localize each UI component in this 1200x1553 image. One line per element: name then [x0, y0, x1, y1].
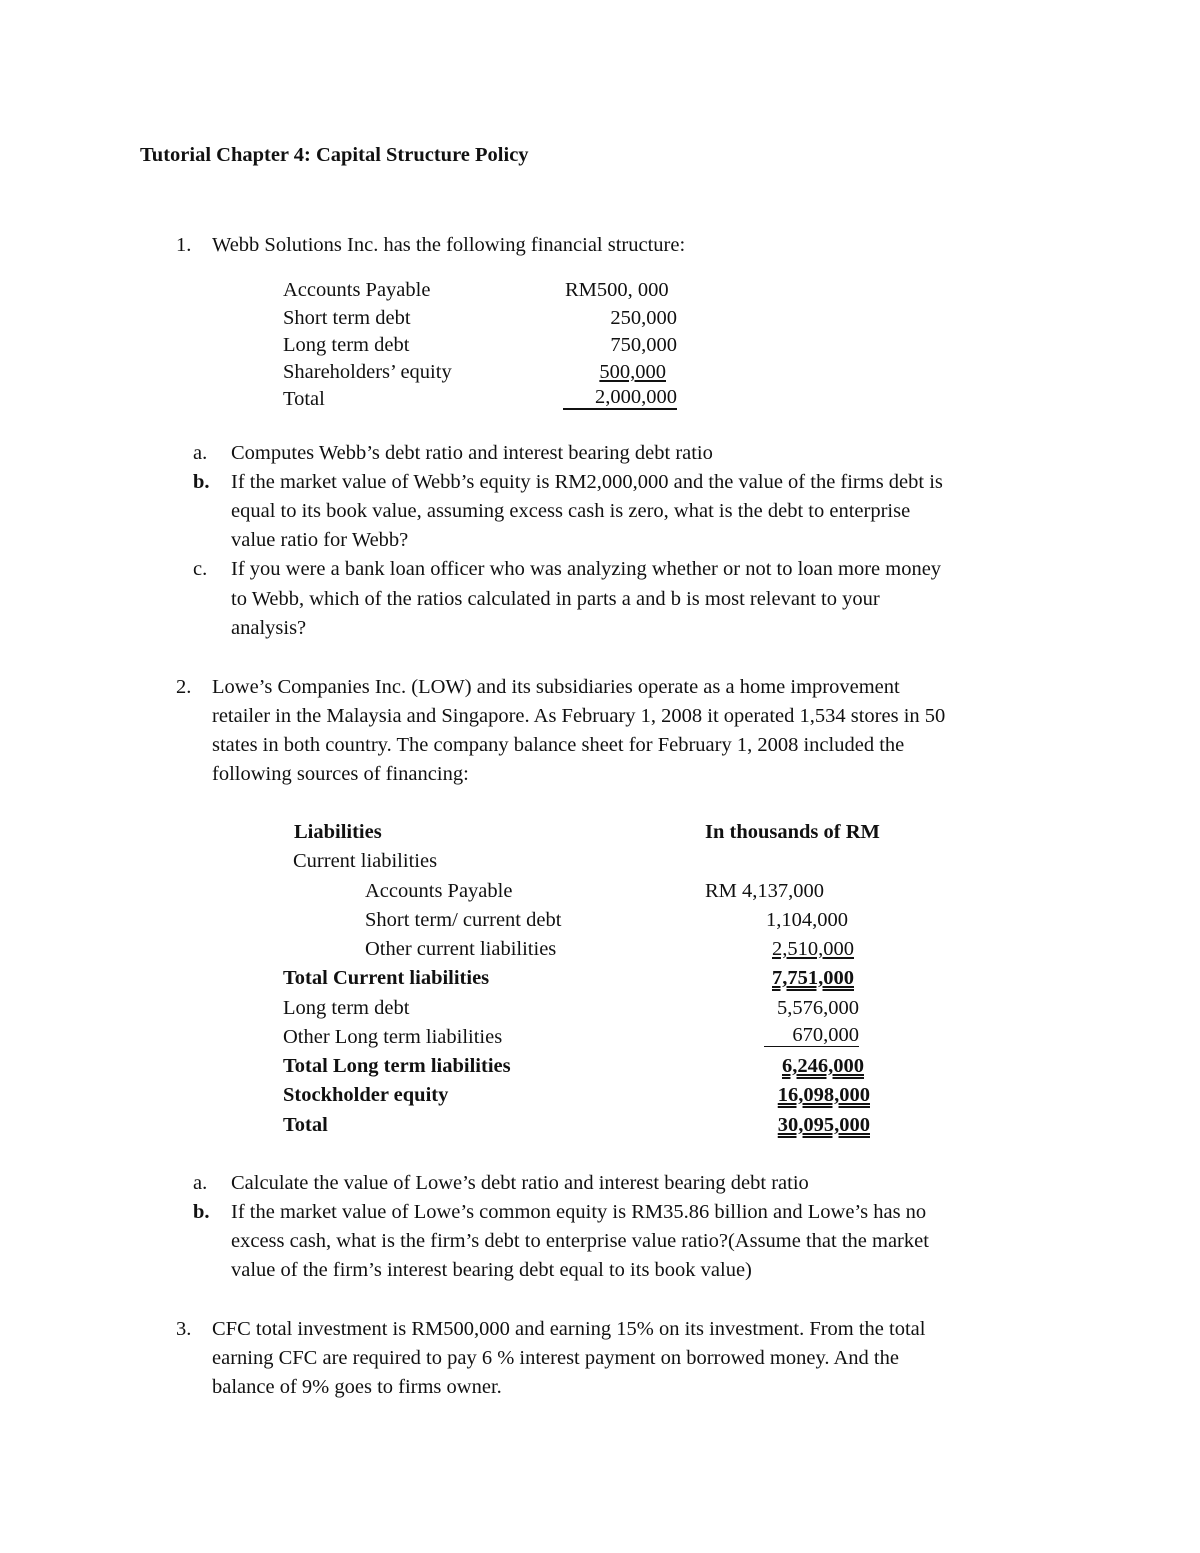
table-label: Shareholders’ equity	[283, 361, 452, 383]
table-label: Long term debt	[283, 997, 410, 1019]
table-value: 250,000	[610, 307, 677, 329]
part-text: If the market value of Webb’s equity is RM2,000,000 and the value of the firms debt is	[231, 471, 943, 493]
table-value: RM 4,137,000	[705, 880, 825, 902]
part-text: analysis?	[231, 617, 307, 639]
question-text: following sources of financing:	[212, 763, 469, 785]
table-value: 1,104,000	[766, 909, 848, 931]
table-label: Total	[283, 388, 325, 410]
table-label: Short term/ current debt	[365, 909, 562, 931]
part-text: If the market value of Lowe’s common equity is RM35.86 billion and Lowe’s has no	[231, 1201, 927, 1223]
table-value: 500,000	[599, 361, 666, 383]
part-text: to Webb, which of the ratios calculated in parts a and b is most relevant to your	[231, 588, 880, 610]
question-text: Webb Solutions Inc. has the following financial structure:	[212, 234, 686, 256]
table-label: Total Long term liabilities	[283, 1055, 511, 1077]
question-text: earning CFC are required to pay 6 % interest payment on borrowed money. And the	[212, 1347, 899, 1369]
table-value: 5,576,000	[777, 997, 859, 1019]
part-text: excess cash, what is the firm’s debt to enterprise value ratio?(Assume that the market	[231, 1230, 929, 1252]
table-value: 16,098,000	[777, 1084, 870, 1106]
question-number: 3.	[176, 1318, 192, 1340]
question-text: retailer in the Malaysia and Singapore. As February 1, 2008 it operated 1,534 stores in 50	[212, 705, 946, 727]
question-text: CFC total investment is RM500,000 and earning 15% on its investment. From the total	[212, 1318, 926, 1340]
table-label: Total	[283, 1114, 328, 1136]
table-label: Short term debt	[283, 307, 411, 329]
question-number: 1.	[176, 234, 192, 256]
table-value: 7,751,000	[772, 967, 854, 989]
table-header-label: Liabilities	[294, 821, 382, 843]
part-letter: b.	[193, 471, 210, 493]
table-value: RM500, 000	[565, 279, 669, 301]
question-number: 2.	[176, 676, 192, 698]
table-label: Stockholder equity	[283, 1084, 449, 1106]
part-text: equal to its book value, assuming excess cash is zero, what is the debt to enterprise	[231, 500, 911, 522]
part-letter: b.	[193, 1201, 210, 1223]
table-label: Current liabilities	[293, 850, 438, 872]
table-label: Accounts Payable	[283, 279, 431, 301]
table-label: Other current liabilities	[365, 938, 557, 960]
question-text: balance of 9% goes to firms owner.	[212, 1376, 502, 1398]
table-value: 670,000	[764, 1025, 859, 1047]
table-value: 6,246,000	[782, 1055, 864, 1077]
question-text: Lowe’s Companies Inc. (LOW) and its subsidiaries operate as a home improvement	[212, 676, 900, 698]
part-text: Calculate the value of Lowe’s debt ratio and interest bearing debt ratio	[231, 1172, 809, 1194]
part-letter: a.	[193, 1172, 208, 1194]
table-header-value: In thousands of RM	[705, 821, 880, 843]
table-value: 2,000,000	[563, 387, 677, 410]
table-label: Accounts Payable	[365, 880, 513, 902]
part-letter: a.	[193, 442, 208, 464]
part-letter: c.	[193, 558, 208, 580]
table-label: Long term debt	[283, 334, 410, 356]
table-label: Total Current liabilities	[283, 967, 490, 989]
table-label: Other Long term liabilities	[283, 1026, 503, 1048]
page-title: Tutorial Chapter 4: Capital Structure Policy	[140, 144, 529, 166]
part-text: Computes Webb’s debt ratio and interest bearing debt ratio	[231, 442, 713, 464]
part-text: value of the firm’s interest bearing debt equal to its book value)	[231, 1259, 752, 1281]
part-text: value ratio for Webb?	[231, 529, 409, 551]
table-value: 2,510,000	[772, 938, 854, 960]
table-value: 30,095,000	[777, 1114, 870, 1136]
part-text: If you were a bank loan officer who was analyzing whether or not to loan more money	[231, 558, 942, 580]
question-text: states in both country. The company balance sheet for February 1, 2008 included the	[212, 734, 905, 756]
table-value: 750,000	[610, 334, 677, 356]
